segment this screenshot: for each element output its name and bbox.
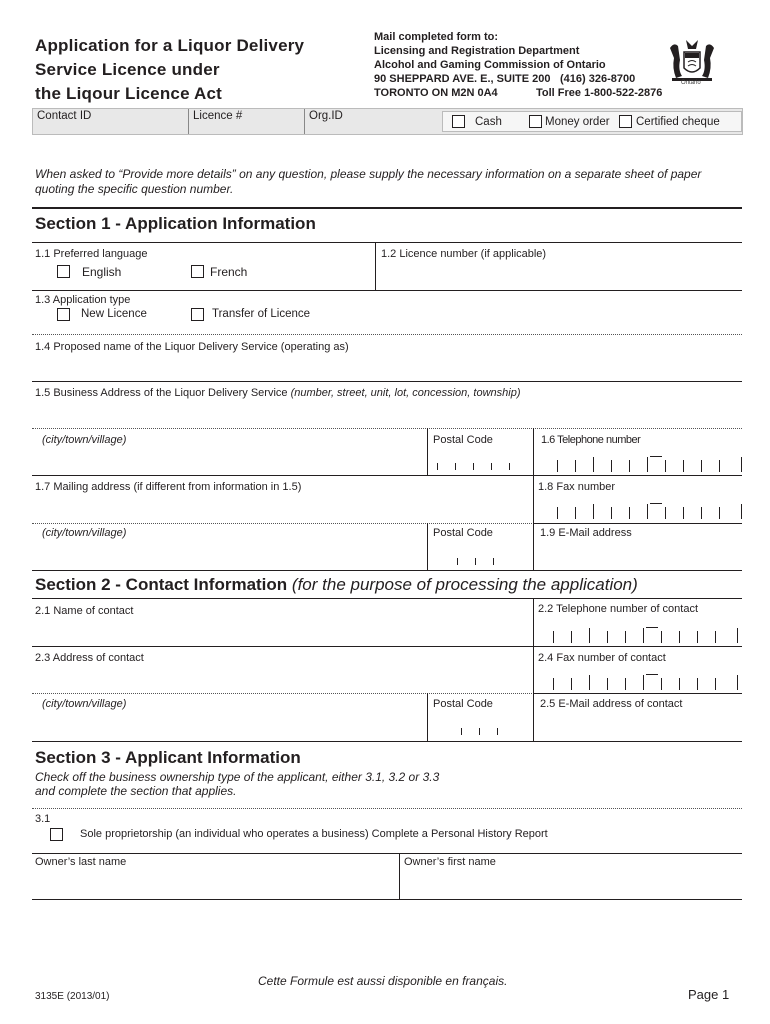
divider bbox=[32, 693, 532, 694]
divider bbox=[32, 242, 742, 243]
section-2-subtitle: (for the purpose of processing the application) bbox=[291, 575, 638, 594]
divider bbox=[533, 523, 534, 570]
section-3-note-1: Check off the business ownership type of the applicant, either 3.1, 3.2 or 3.3 bbox=[35, 770, 440, 784]
email-label: 1.9 E-Mail address bbox=[540, 527, 632, 539]
divider bbox=[399, 853, 400, 899]
contact-address-label: 2.3 Address of contact bbox=[35, 652, 144, 664]
telephone-label: 1.6 Telephone number bbox=[541, 434, 641, 446]
city-label-1: (city/town/village) bbox=[42, 434, 127, 446]
business-address-input[interactable] bbox=[35, 402, 740, 426]
licence-number-field[interactable] bbox=[189, 109, 305, 134]
divider bbox=[32, 334, 742, 335]
owner-last-name-input[interactable] bbox=[35, 872, 395, 896]
form-title bbox=[35, 34, 304, 106]
divider bbox=[533, 646, 534, 693]
mail-heading: Mail completed form to: bbox=[374, 31, 499, 43]
section-3-title: Section 3 - Applicant Information bbox=[35, 748, 301, 767]
preferred-language-label: 1.1 Preferred language bbox=[35, 248, 148, 260]
cash-checkbox[interactable] bbox=[452, 115, 465, 128]
divider bbox=[533, 523, 742, 524]
transfer-licence-checkbox[interactable] bbox=[191, 308, 204, 321]
money-order-checkbox[interactable] bbox=[529, 115, 542, 128]
divider bbox=[32, 598, 742, 599]
divider bbox=[32, 428, 742, 429]
contact-city-label: (city/town/village) bbox=[42, 698, 127, 710]
crest-label: Ontario bbox=[681, 80, 701, 86]
divider bbox=[32, 570, 742, 571]
section-1-rule bbox=[32, 207, 742, 209]
mail-address: 90 SHEPPARD AVE. E., SUITE 200 bbox=[374, 73, 551, 85]
section-3-note-2: and complete the section that applies. bbox=[35, 784, 237, 798]
french-checkbox[interactable] bbox=[191, 265, 204, 278]
licence-number-label: Licence # bbox=[193, 110, 243, 122]
business-address-label bbox=[35, 387, 520, 399]
postal-code-input-1[interactable] bbox=[437, 455, 527, 473]
mailing-instructions bbox=[374, 30, 663, 100]
certified-cheque-checkbox[interactable] bbox=[619, 115, 632, 128]
instructions-text: When asked to “Provide more details” on any question, please supply the necessary information on a separate sheet of paper quoting the specific question number. bbox=[35, 167, 702, 196]
section-2-title-text: Section 2 - Contact Information bbox=[35, 575, 288, 594]
contact-postal-code-label: Postal Code bbox=[433, 698, 493, 710]
section-1-title: Section 1 - Application Information bbox=[35, 214, 316, 233]
contact-name-label: 2.1 Name of contact bbox=[35, 605, 134, 617]
sole-prop-number: 3.1 bbox=[35, 813, 51, 825]
divider bbox=[427, 693, 428, 741]
divider bbox=[533, 475, 534, 523]
form-number: 3135E (2013/01) bbox=[35, 991, 110, 1002]
divider bbox=[533, 693, 534, 741]
certified-cheque-label: Certified cheque bbox=[636, 116, 720, 128]
sole-proprietorship-checkbox[interactable] bbox=[50, 828, 63, 841]
email-input[interactable] bbox=[540, 544, 740, 568]
org-id-label: Org.ID bbox=[309, 110, 343, 122]
sole-proprietorship-label: Sole proprietorship (an individual who operates a business) Complete a Personal History Report bbox=[80, 828, 548, 840]
payment-method-group bbox=[442, 111, 742, 132]
contact-email-input[interactable] bbox=[540, 714, 740, 738]
page-number: Page 1 bbox=[688, 987, 730, 1002]
contact-telephone-label: 2.2 Telephone number of contact bbox=[538, 603, 699, 615]
city-label-2: (city/town/village) bbox=[42, 527, 127, 539]
contact-fax-label: 2.4 Fax number of contact bbox=[538, 652, 666, 664]
org-id-field[interactable] bbox=[305, 109, 441, 134]
divider bbox=[533, 428, 534, 475]
licence-number-question-label: 1.2 Licence number (if applicable) bbox=[381, 248, 547, 260]
divider bbox=[32, 523, 532, 524]
divider bbox=[32, 646, 742, 647]
business-address-text: 1.5 Business Address of the Liquor Delivery Service bbox=[35, 387, 288, 399]
owner-first-name-input[interactable] bbox=[404, 872, 740, 896]
divider bbox=[32, 899, 742, 900]
contact-fax-input[interactable] bbox=[553, 668, 741, 692]
contact-name-input[interactable] bbox=[35, 620, 525, 644]
form-title-line-3: the Liqour Licence Act bbox=[35, 84, 223, 103]
contact-postal-code-input[interactable] bbox=[437, 720, 527, 738]
mail-org-department: Licensing and Registration Department bbox=[374, 45, 580, 57]
contact-email-label: 2.5 E-Mail address of contact bbox=[540, 698, 683, 710]
mail-city: TORONTO ON M2N 0A4 bbox=[374, 87, 498, 99]
cash-label: Cash bbox=[475, 116, 502, 128]
contact-id-field[interactable] bbox=[33, 109, 189, 134]
section-3-instructions bbox=[35, 770, 439, 798]
mail-tollfree: Toll Free 1-800-522-2876 bbox=[536, 87, 663, 99]
form-title-line-1: Application for a Liquor Delivery bbox=[35, 36, 305, 55]
divider bbox=[32, 853, 742, 854]
mailing-address-input[interactable] bbox=[35, 496, 525, 520]
fax-label: 1.8 Fax number bbox=[538, 481, 616, 493]
divider bbox=[32, 475, 742, 476]
postal-code-label-1: Postal Code bbox=[433, 434, 493, 446]
contact-address-input[interactable] bbox=[35, 667, 525, 691]
owner-first-name-label: Owner’s first name bbox=[404, 856, 496, 868]
form-title-line-2: Service Licence under bbox=[35, 60, 220, 79]
divider bbox=[533, 598, 534, 646]
transfer-licence-label: Transfer of Licence bbox=[212, 308, 311, 320]
divider bbox=[32, 381, 742, 382]
contact-id-label: Contact ID bbox=[37, 110, 92, 122]
divider bbox=[533, 693, 742, 694]
application-type-label: 1.3 Application type bbox=[35, 294, 131, 306]
english-checkbox[interactable] bbox=[57, 265, 70, 278]
divider bbox=[427, 523, 428, 570]
business-address-hint: (number, street, unit, lot, concession, township) bbox=[290, 387, 521, 399]
mailing-address-label: 1.7 Mailing address (if different from information in 1.5) bbox=[35, 481, 302, 493]
divider bbox=[375, 242, 376, 290]
office-use-bar bbox=[32, 108, 743, 135]
new-licence-checkbox[interactable] bbox=[57, 308, 70, 321]
mail-org-commission: Alcohol and Gaming Commission of Ontario bbox=[374, 59, 606, 71]
licence-number-input[interactable] bbox=[381, 262, 741, 288]
english-label: English bbox=[82, 265, 122, 279]
fax-input[interactable] bbox=[557, 497, 745, 521]
mail-phone: (416) 326-8700 bbox=[560, 73, 636, 85]
divider bbox=[32, 290, 742, 291]
new-licence-label: New Licence bbox=[81, 308, 147, 320]
telephone-input[interactable] bbox=[557, 450, 745, 474]
proposed-name-input[interactable] bbox=[35, 356, 740, 380]
divider bbox=[32, 808, 742, 809]
postal-code-label-2: Postal Code bbox=[433, 527, 493, 539]
owner-last-name-label: Owner’s last name bbox=[35, 856, 127, 868]
money-order-label: Money order bbox=[545, 116, 610, 128]
french-availability-note: Cette Formule est aussi disponible en français. bbox=[258, 974, 508, 988]
divider bbox=[32, 741, 742, 742]
french-label: French bbox=[210, 265, 248, 279]
proposed-name-label: 1.4 Proposed name of the Liquor Delivery Service (operating as) bbox=[35, 341, 349, 353]
section-2-title bbox=[35, 575, 638, 595]
postal-code-input-2[interactable] bbox=[437, 550, 527, 568]
divider bbox=[427, 428, 428, 475]
contact-telephone-input[interactable] bbox=[553, 621, 741, 645]
